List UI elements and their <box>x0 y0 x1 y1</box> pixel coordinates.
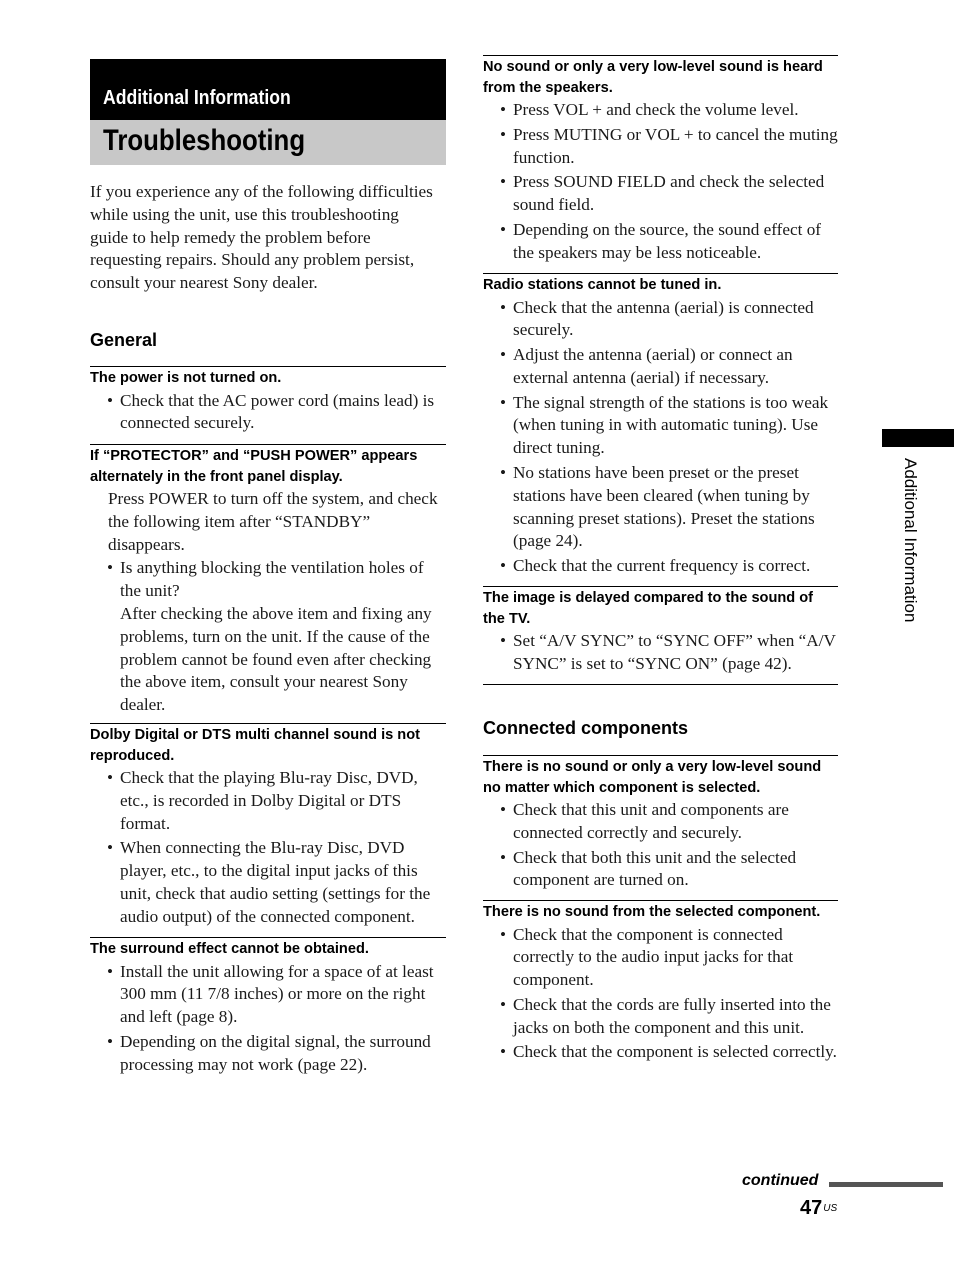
list-item-continuation: After checking the above item and fixing any problems, turn on the unit. If the cause of the problem cannot be found even after checking the above item, consult your nearest Sony dealer. <box>120 603 432 715</box>
page-title: Troubleshooting <box>103 124 306 157</box>
continued-bar <box>829 1182 943 1187</box>
list-item: • Press SOUND FIELD and check the selected sound field. <box>483 171 838 217</box>
list-item: • Depending on the digital signal, the surround processing may not work (page 22). <box>90 1031 446 1077</box>
question-heading: No sound or only a very low-level sound is heard from the speakers. <box>483 55 838 98</box>
list-item: • Press MUTING or VOL + to cancel the muting function. <box>483 124 838 170</box>
list-item: • Check that the antenna (aerial) is connected securely. <box>483 297 838 343</box>
question-surround <box>90 937 446 1078</box>
list-item: • Set “A/V SYNC” to “SYNC OFF” when “A/V SYNC” is set to “SYNC ON” (page 42). <box>483 630 838 676</box>
list-item: • No stations have been preset or the preset stations have been cleared (when tuning by scanning preset stations). Preset the stations (page 24). <box>483 462 838 553</box>
list-item <box>90 557 446 717</box>
list-item: • The signal strength of the stations is too weak (when tuning in with automatic tuning). Use direct tuning. <box>483 392 838 460</box>
list-item: • When connecting the Blu-ray Disc, DVD player, etc., to the digital input jacks of this unit, check that audio setting (settings for the audio output) of the connected component. <box>90 837 446 928</box>
question-selected-component <box>483 900 838 1066</box>
question-heading: There is no sound from the selected component. <box>483 900 838 923</box>
side-tab-marker <box>882 429 954 447</box>
page-title-bar <box>90 120 446 165</box>
question-heading: The power is not turned on. <box>90 366 446 389</box>
intro-paragraph: If you experience any of the following difficulties while using the unit, use this troubleshooting guide to help remedy the problem before requesting repairs. Should any problem persist, consult your nearest Sony dealer. <box>90 182 433 293</box>
page-number-value: 47 <box>800 1197 823 1219</box>
general-section-title: General <box>90 330 158 350</box>
list-item: • Check that both this unit and the selected component are turned on. <box>483 847 838 893</box>
side-section-label: Additional Information <box>901 458 920 623</box>
question-heading: The image is delayed compared to the sound of the TV. <box>483 586 838 629</box>
connected-section-title: Connected components <box>483 718 689 738</box>
list-item: • Check that the component is connected correctly to the audio input jacks for that component. <box>483 924 838 992</box>
continued-label: continued <box>742 1172 819 1189</box>
question-protector <box>90 444 446 719</box>
list-item: • Check that the AC power cord (mains lead) is connected securely. <box>90 390 446 436</box>
question-radio <box>483 273 838 580</box>
list-item: • Check that the component is selected correctly. <box>483 1041 838 1064</box>
section-label: Additional Information <box>103 87 291 109</box>
section-header <box>90 59 446 120</box>
list-item: • Press VOL + and check the volume level. <box>483 99 838 122</box>
list-item-text: • Is anything blocking the ventilation holes of the unit? <box>120 558 424 601</box>
list-item: • Depending on the source, the sound effect of the speakers may be less noticeable. <box>483 219 838 265</box>
list-item: • Install the unit allowing for a space of at least 300 mm (11 7/8 inches) or more on the right and left (page 8). <box>90 961 446 1029</box>
question-dolby <box>90 723 446 931</box>
question-power <box>90 366 446 437</box>
protector-instruction: Press POWER to turn off the system, and check the following item after “STANDBY” disappears. <box>108 489 438 554</box>
question-heading: Dolby Digital or DTS multi channel sound is not reproduced. <box>90 723 446 766</box>
divider <box>483 684 838 685</box>
question-heading: If “PROTECTOR” and “PUSH POWER” appears alternately in the front panel display. <box>90 444 446 487</box>
question-image-delay <box>483 586 838 678</box>
question-heading: The surround effect cannot be obtained. <box>90 937 446 960</box>
question-nosound <box>483 55 838 267</box>
question-heading: Radio stations cannot be tuned in. <box>483 273 838 296</box>
list-item: • Check that this unit and components are connected correctly and securely. <box>483 799 838 845</box>
question-any-component <box>483 755 838 894</box>
list-item: • Check that the cords are fully inserted into the jacks on both the component and this unit. <box>483 994 838 1040</box>
question-heading: There is no sound or only a very low-level sound no matter which component is selected. <box>483 755 838 798</box>
list-item: • Check that the playing Blu-ray Disc, DVD, etc., is recorded in Dolby Digital or DTS format. <box>90 767 446 835</box>
list-item: • Adjust the antenna (aerial) or connect an external antenna (aerial) if necessary. <box>483 344 838 390</box>
page-number <box>800 1197 837 1220</box>
list-item: • Check that the current frequency is correct. <box>483 555 838 578</box>
page-number-suffix: US <box>823 1203 838 1214</box>
